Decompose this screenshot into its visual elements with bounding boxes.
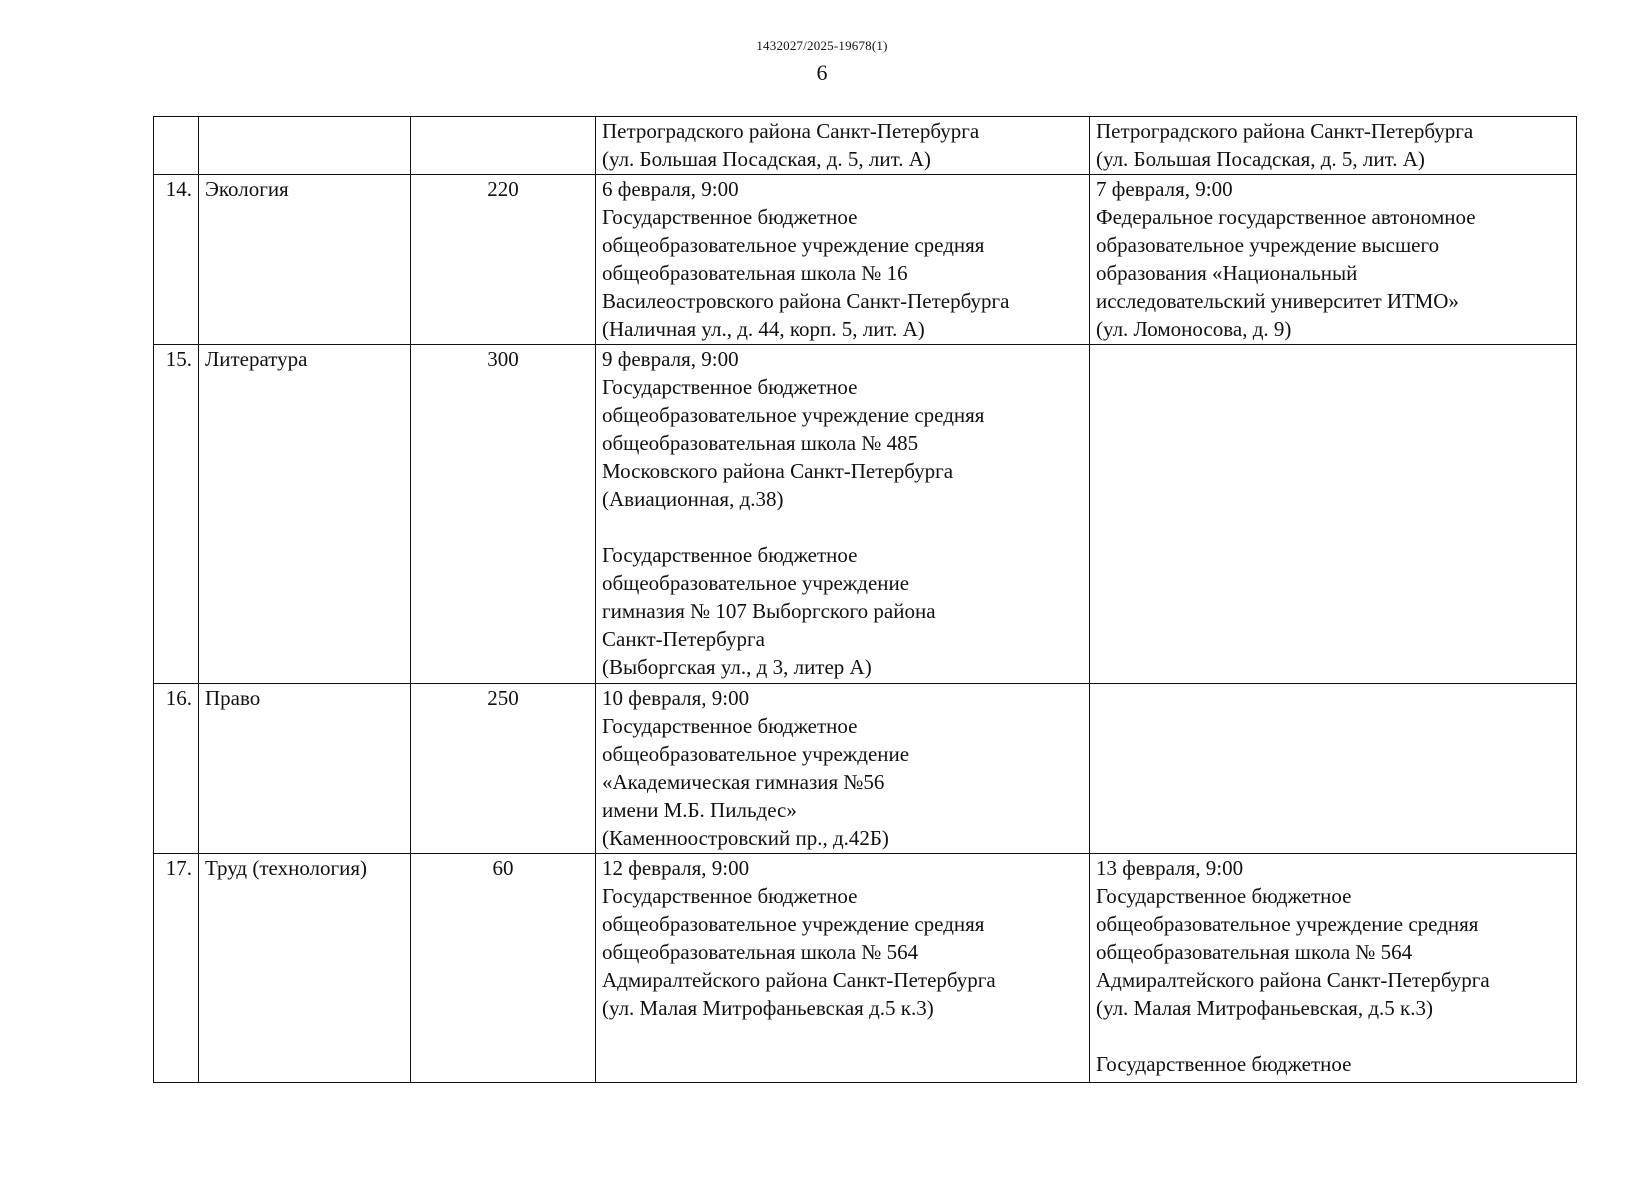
table-row: [154, 854, 1577, 1083]
round1-venue-cell: 9 февраля, 9:00 Государственное бюджетное общеобразовательное учреждение средняя общеобразовательная школа № 485 Московского района Санкт-Петербурга (Авиационная, д.38) Государственное бюджетное общеобразовательное учреждение гимназия № 107 Выборгского района Санкт-Петербурга (Выборгская ул., д 3, литер А): [596, 345, 1090, 684]
subject-cell: Экология: [199, 175, 411, 345]
table-row: [154, 684, 1577, 854]
participant-count-cell: [411, 117, 596, 175]
row-number-cell: 15.: [154, 345, 199, 684]
table-row: [154, 175, 1577, 345]
round1-venue-cell: 10 февраля, 9:00 Государственное бюджетное общеобразовательное учреждение «Академическая гимназия №56 имени М.Б. Пильдес» (Каменноостровский пр., д.42Б): [596, 684, 1090, 854]
participant-count-cell: 60: [411, 854, 596, 1083]
row-number-cell: [154, 117, 199, 175]
row-number-cell: 16.: [154, 684, 199, 854]
document-registration-number: 1432027/2025-19678(1): [756, 38, 888, 53]
round1-venue-cell: 12 февраля, 9:00 Государственное бюджетное общеобразовательное учреждение средняя общеобразовательная школа № 564 Адмиралтейского района Санкт-Петербурга (ул. Малая Митрофаньевская д.5 к.3): [596, 854, 1090, 1083]
participant-count-cell: 250: [411, 684, 596, 854]
page-number: 6: [816, 60, 828, 85]
round1-venue-cell: Петроградского района Санкт-Петербурга (ул. Большая Посадская, д. 5, лит. А): [596, 117, 1090, 175]
table-row: [154, 345, 1577, 684]
table-row-continuation: [154, 117, 1577, 175]
olympiad-schedule-table: [153, 116, 1577, 1083]
subject-cell: Литература: [199, 345, 411, 684]
subject-cell: [199, 117, 411, 175]
round1-venue-cell: 6 февраля, 9:00 Государственное бюджетное общеобразовательное учреждение средняя общеобразовательная школа № 16 Василеостровского района Санкт-Петербурга (Наличная ул., д. 44, корп. 5, лит. А): [596, 175, 1090, 345]
row-number-cell: 14.: [154, 175, 199, 345]
round2-venue-cell: Петроградского района Санкт-Петербурга (ул. Большая Посадская, д. 5, лит. А): [1090, 117, 1577, 175]
round2-venue-cell: [1090, 345, 1577, 684]
subject-cell: Право: [199, 684, 411, 854]
subject-cell: Труд (технология): [199, 854, 411, 1083]
participant-count-cell: 220: [411, 175, 596, 345]
round2-venue-cell: [1090, 684, 1577, 854]
round2-venue-cell: 13 февраля, 9:00 Государственное бюджетное общеобразовательное учреждение средняя общеобразовательная школа № 564 Адмиралтейского района Санкт-Петербурга (ул. Малая Митрофаньевская, д.5 к.3) Государственное бюджетное: [1090, 854, 1577, 1083]
row-number-cell: 17.: [154, 854, 199, 1083]
round2-venue-cell: 7 февраля, 9:00 Федеральное государственное автономное образовательное учреждение высшего образования «Национальный исследовательский университет ИТМО» (ул. Ломоносова, д. 9): [1090, 175, 1577, 345]
participant-count-cell: 300: [411, 345, 596, 684]
